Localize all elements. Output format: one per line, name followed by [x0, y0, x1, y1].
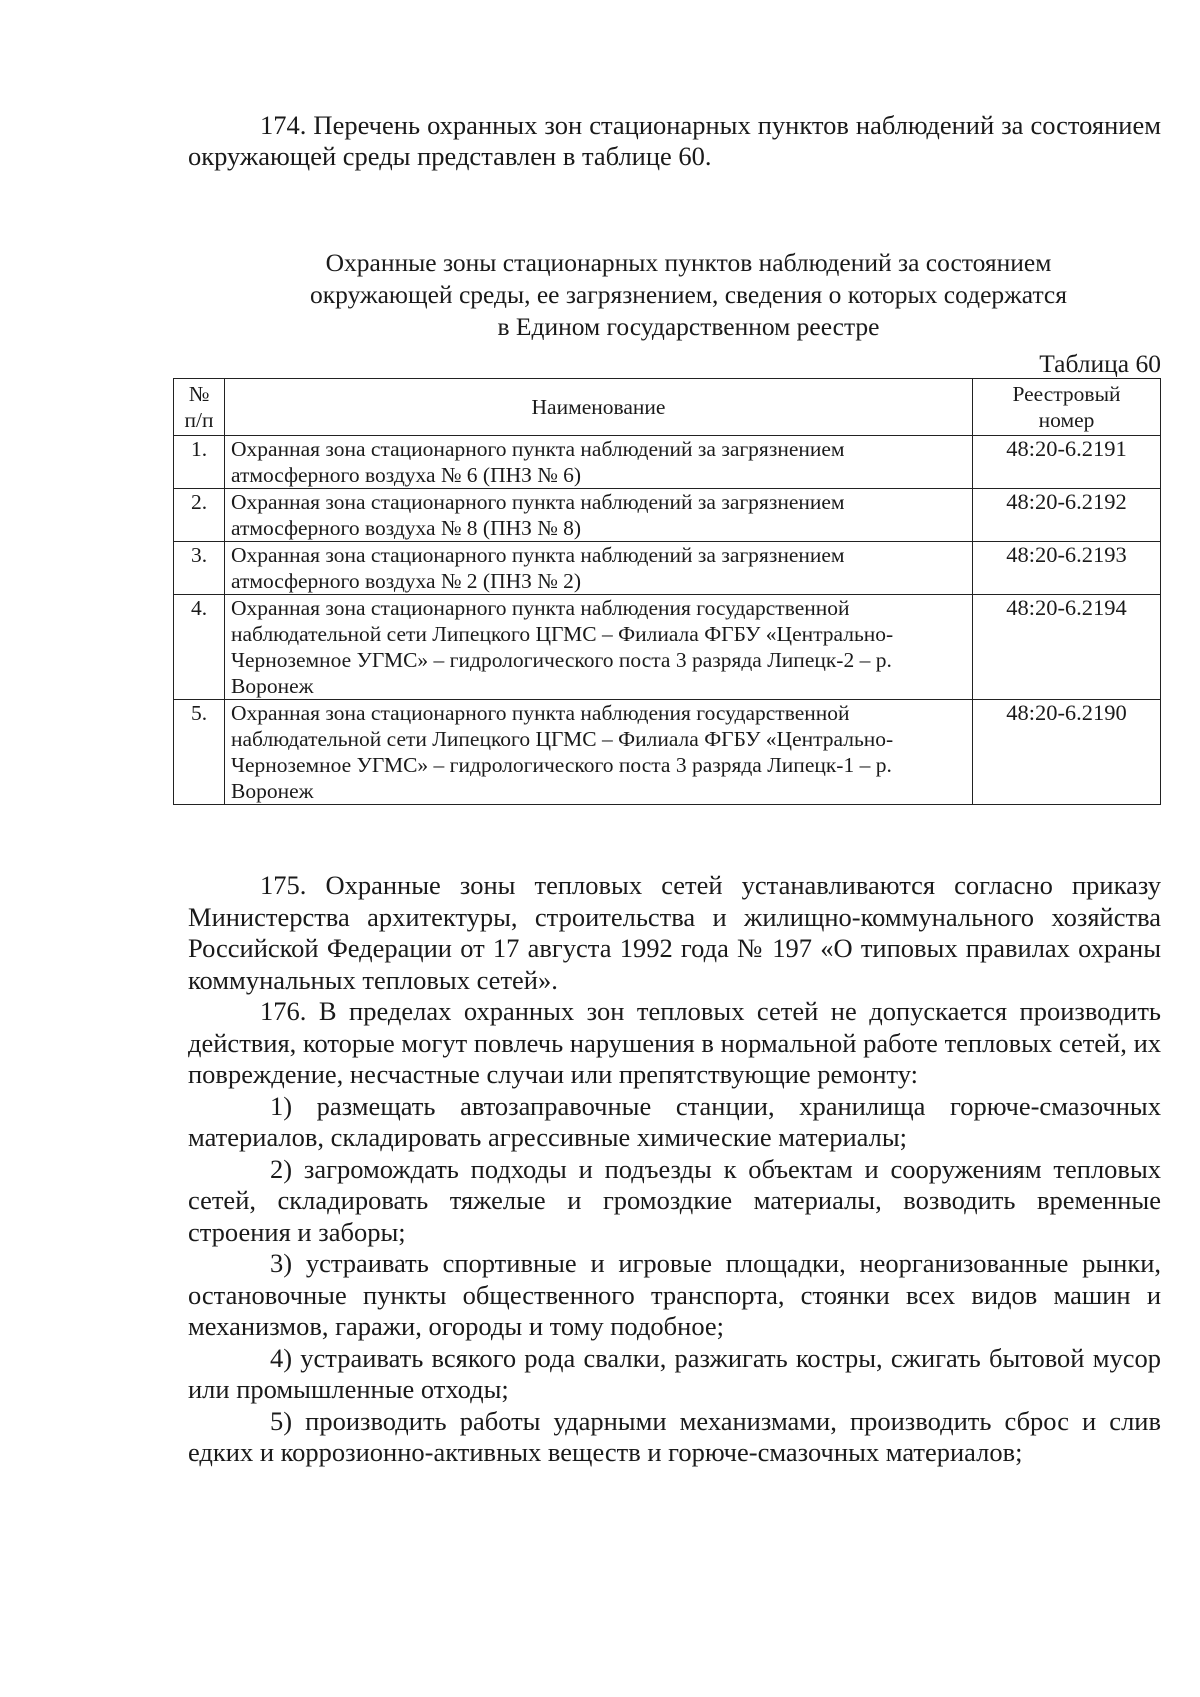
caption-line: Охранные зоны стационарных пунктов наблюдений за состоянием [325, 248, 1052, 277]
list-item: 3) устраивать спортивные и игровые площадки, неорганизованные рынки, остановочные пункты общественного транспорта, стоянки всех видов машин и механизмов, гаражи, огороды и тому подобное; [188, 1248, 1161, 1341]
row-name: Охранная зона стационарного пункта наблюдений за загрязнением атмосферного воздуха № 8 (ПНЗ № 8) [225, 489, 973, 542]
table-row [174, 595, 1161, 700]
row-name: Охранная зона стационарного пункта наблюдения государственной наблюдательной сети Липецкого ЦГМС – Филиала ФГБУ «Центрально-Черноземное УГМС» – гидрологического поста 3 разряда Липецк-1 – р. Воронеж [225, 700, 973, 805]
table-header-row [174, 379, 1161, 436]
list-item: 2) загромождать подходы и подъезды к объектам и сооружениям тепловых сетей, складировать тяжелые и громоздкие материалы, возводить временные строения и заборы; [188, 1153, 1161, 1247]
table-row [174, 489, 1161, 542]
list-item: 1) размещать автозаправочные станции, хранилища горюче-смазочных материалов, складировать агрессивные химические материалы; [188, 1090, 1161, 1152]
caption-line: в Едином государственном реестре [497, 312, 880, 341]
header-registry-number: Реестровый номер [973, 379, 1161, 436]
row-registry-number: 48:20-6.2193 [973, 542, 1161, 595]
row-name: Охранная зона стационарного пункта наблюдения государственной наблюдательной сети Липецкого ЦГМС – Филиала ФГБУ «Центрально-Черноземное УГМС» – гидрологического поста 3 разряда Липецк-2 – р. Воронеж [225, 595, 973, 700]
body-text [188, 870, 1161, 1469]
paragraph-174: 174. Перечень охранных зон стационарных пунктов наблюдений за состоянием окружающей среды представлен в таблице 60. [188, 110, 1161, 171]
protection-zones-table [173, 378, 1161, 805]
row-name: Охранная зона стационарного пункта наблюдений за загрязнением атмосферного воздуха № 6 (ПНЗ № 6) [225, 436, 973, 489]
paragraph-176: 176. В пределах охранных зон тепловых сетей не допускается производить действия, которые могут повлечь нарушения в нормальной работе тепловых сетей, их повреждение, несчастные случаи или препятствующие ремонту: [188, 996, 1161, 1089]
list-item: 5) производить работы ударными механизмами, производить сброс и слив едких и коррозионно-активных веществ и горюче-смазочных материалов; [188, 1405, 1161, 1467]
row-registry-number: 48:20-6.2190 [973, 700, 1161, 805]
row-registry-number: 48:20-6.2194 [973, 595, 1161, 700]
table-row [174, 436, 1161, 489]
paragraph-175: 175. Охранные зоны тепловых сетей устанавливаются согласно приказу Министерства архитектуры, строительства и жилищно-коммунального хозяйства Российской Федерации от 17 августа 1992 года № 197 «О типовых правилах охраны коммунальных тепловых сетей». [188, 870, 1161, 995]
table-caption [188, 247, 1161, 343]
header-name: Наименование [225, 379, 973, 436]
row-registry-number: 48:20-6.2191 [973, 436, 1161, 489]
row-number: 5. [174, 700, 225, 805]
list-item: 4) устраивать всякого рода свалки, разжигать костры, сжигать бытовой мусор или промышленные отходы; [188, 1342, 1161, 1404]
table-number-label: Таблица 60 [1039, 349, 1161, 378]
caption-line: окружающей среды, ее загрязнением, сведения о которых содержатся [310, 280, 1067, 309]
row-number: 1. [174, 436, 225, 489]
row-number: 3. [174, 542, 225, 595]
row-registry-number: 48:20-6.2192 [973, 489, 1161, 542]
table-row [174, 542, 1161, 595]
row-number: 4. [174, 595, 225, 700]
header-number: № п/п [174, 379, 225, 436]
table-row [174, 700, 1161, 805]
row-name: Охранная зона стационарного пункта наблюдений за загрязнением атмосферного воздуха № 2 (ПНЗ № 2) [225, 542, 973, 595]
row-number: 2. [174, 489, 225, 542]
